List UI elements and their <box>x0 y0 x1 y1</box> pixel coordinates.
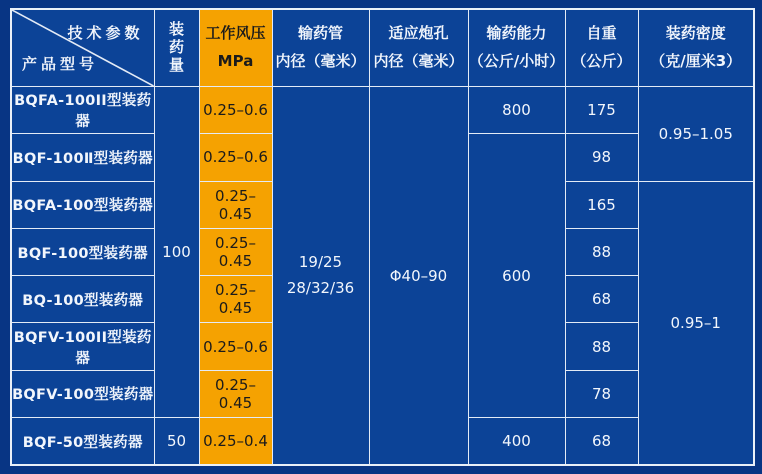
cell-tube-diameter-line1: 19/25 <box>298 253 343 271</box>
header-borehole-diameter-line2: 内径（毫米） <box>373 52 464 70</box>
table-row <box>11 87 754 134</box>
header-self-weight <box>565 9 638 87</box>
cell-pressure-1: 0.25–0.6 <box>199 87 272 134</box>
cell-model-6: BQFV-100II型装药器 <box>11 323 154 370</box>
spec-table <box>10 8 755 466</box>
header-borehole-diameter <box>369 9 468 87</box>
cell-pressure-8: 0.25–0.4 <box>199 418 272 465</box>
cell-density-rows-3-8: 0.95–1 <box>638 181 754 465</box>
cell-model-5: BQ-100型装药器 <box>11 276 154 323</box>
cell-weight-7: 78 <box>565 370 638 417</box>
header-tube-diameter-line1: 输药管 <box>297 24 343 43</box>
header-row <box>11 9 754 87</box>
cell-capacity-800: 800 <box>468 87 565 134</box>
cell-weight-5: 68 <box>565 276 638 323</box>
cell-model-8: BQF-50型装药器 <box>11 418 154 465</box>
header-working-pressure <box>199 9 272 87</box>
header-product-model-label: 产品型号 <box>22 55 99 73</box>
header-delivery-capacity-line2: （公斤/小时） <box>468 52 565 70</box>
header-charge-density-line1: 装药密度 <box>665 24 726 43</box>
cell-charge-50: 50 <box>154 418 199 465</box>
header-self-weight-line1: 自重 <box>586 24 617 43</box>
cell-weight-8: 68 <box>565 418 638 465</box>
header-self-weight-line2: （公斤） <box>571 52 632 70</box>
cell-weight-2: 98 <box>565 134 638 181</box>
cell-tube-diameter-line2: 28/32/36 <box>286 278 355 297</box>
header-borehole-diameter-line1: 适应炮孔 <box>388 24 449 43</box>
cell-charge-100: 100 <box>154 87 199 418</box>
cell-capacity-600: 600 <box>468 134 565 418</box>
header-corner-cell <box>11 9 154 87</box>
cell-pressure-3: 0.25–0.45 <box>199 181 272 228</box>
cell-pressure-4: 0.25–0.45 <box>199 228 272 275</box>
cell-model-7: BQFV-100型装药器 <box>11 370 154 417</box>
header-charge-amount-label: 装药量 <box>168 20 184 74</box>
cell-weight-3: 165 <box>565 181 638 228</box>
cell-pressure-6: 0.25–0.6 <box>199 323 272 370</box>
cell-weight-4: 88 <box>565 228 638 275</box>
header-working-pressure-line1: 工作风压 <box>205 24 266 43</box>
header-delivery-capacity <box>468 9 565 87</box>
cell-pressure-5: 0.25–0.45 <box>199 276 272 323</box>
header-charge-amount <box>154 9 199 87</box>
cell-model-2: BQF-100Ⅱ型装药器 <box>11 134 154 181</box>
header-tube-diameter-line2: 内径（毫米） <box>275 52 366 70</box>
cell-density-rows-1-2: 0.95–1.05 <box>638 87 754 182</box>
header-working-pressure-line2: MPa <box>217 52 254 70</box>
cell-tube-diameter <box>272 87 369 466</box>
cell-pressure-2: 0.25–0.6 <box>199 134 272 181</box>
header-tube-diameter <box>272 9 369 87</box>
cell-borehole-diameter: Φ40–90 <box>369 87 468 466</box>
header-tech-params-label: 技术参数 <box>67 24 144 42</box>
cell-model-1: BQFA-100II型装药器 <box>11 87 154 134</box>
cell-weight-1: 175 <box>565 87 638 134</box>
cell-weight-6: 88 <box>565 323 638 370</box>
cell-capacity-400: 400 <box>468 418 565 465</box>
cell-model-3: BQFA-100型装药器 <box>11 181 154 228</box>
header-charge-density <box>638 9 754 87</box>
cell-pressure-7: 0.25–0.45 <box>199 370 272 417</box>
header-delivery-capacity-line1: 输药能力 <box>486 24 547 43</box>
header-charge-density-line2: （克/厘米3） <box>650 52 742 70</box>
cell-model-4: BQF-100型装药器 <box>11 228 154 275</box>
